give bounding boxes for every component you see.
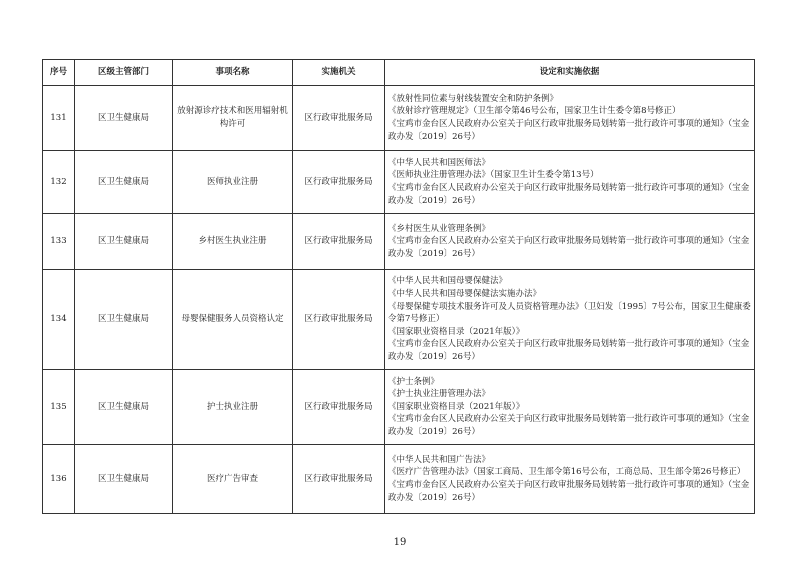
basis-line: 《宝鸡市金台区人民政府办公室关于向区行政审批服务局划转第一批行政许可事项的通知》（宝金政办发〔2019〕26号） (388, 414, 750, 437)
basis-line: 《宝鸡市金台区人民政府办公室关于向区行政审批服务局划转第一批行政许可事项的通知》（宝金政办发〔2019〕26号） (388, 183, 750, 206)
agency-cell: 区行政审批服务局 (293, 445, 385, 514)
basis-line: 《放射性同位素与射线装置安全和防护条例》 (388, 93, 559, 104)
serial-cell: 134 (43, 270, 75, 370)
serial-cell: 136 (43, 445, 75, 514)
basis-line: 《国家职业资格目录（2021年版）》 (388, 326, 525, 337)
table-row (43, 445, 755, 514)
basis-line: 《宝鸡市金台区人民政府办公室关于向区行政审批服务局划转第一批行政许可事项的通知》（宝金政办发〔2019〕26号） (388, 236, 750, 259)
serial-cell: 131 (43, 86, 75, 151)
basis-cell (385, 270, 755, 370)
basis-line: 《中华人民共和国医师法》 (388, 157, 491, 168)
serial-cell: 133 (43, 214, 75, 270)
header-basis: 设定和实施依据 (385, 60, 755, 86)
table-row (43, 214, 755, 270)
table-header (43, 60, 755, 86)
table-row (43, 270, 755, 370)
basis-line: 《母婴保健专项技术服务许可及人员资格管理办法》（卫妇发〔1995〕7号公布，国家卫生健康委令第7号修正） (388, 301, 751, 325)
agency-cell: 区行政审批服务局 (293, 214, 385, 270)
table-row (43, 151, 755, 214)
basis-cell (385, 86, 755, 151)
page-number: 19 (393, 537, 407, 548)
table-row (43, 86, 755, 151)
agency-cell: 区行政审批服务局 (293, 370, 385, 445)
department-cell: 区卫生健康局 (75, 270, 173, 370)
header-item-name: 事项名称 (173, 60, 293, 86)
item-name-cell: 放射源诊疗技术和医用辐射机构许可 (173, 86, 293, 151)
basis-line: 《宝鸡市金台区人民政府办公室关于向区行政审批服务局划转第一批行政许可事项的通知》（宝金政办发〔2019〕26号） (388, 480, 750, 503)
department-cell: 区卫生健康局 (75, 86, 173, 151)
basis-line: 《医师执业注册管理办法》（国家卫生计生委令第13号） (388, 170, 599, 181)
item-name-cell: 护士执业注册 (173, 370, 293, 445)
basis-cell (385, 214, 755, 270)
basis-line: 《中华人民共和国母婴保健法实施办法》 (388, 289, 542, 300)
basis-cell (385, 370, 755, 445)
agency-cell: 区行政审批服务局 (293, 270, 385, 370)
header-department: 区级主管部门 (75, 60, 173, 86)
basis-line: 《宝鸡市金台区人民政府办公室关于向区行政审批服务局划转第一批行政许可事项的通知》（宝金政办发〔2019〕26号） (388, 119, 750, 142)
basis-line: 《放射诊疗管理规定》（卫生部令第46号公布，国家卫生计生委令第8号修正） (388, 106, 681, 117)
agency-cell: 区行政审批服务局 (293, 86, 385, 151)
basis-line: 《宝鸡市金台区人民政府办公室关于向区行政审批服务局划转第一批行政许可事项的通知》（宝金政办发〔2019〕26号） (388, 339, 750, 362)
agency-cell: 区行政审批服务局 (293, 151, 385, 214)
basis-line: 《国家职业资格目录（2021年版）》 (388, 401, 525, 412)
basis-line: 《护士条例》 (388, 376, 440, 387)
department-cell: 区卫生健康局 (75, 151, 173, 214)
basis-line: 《中华人民共和国广告法》 (388, 454, 491, 465)
table-row (43, 370, 755, 445)
department-cell: 区卫生健康局 (75, 214, 173, 270)
serial-cell: 135 (43, 370, 75, 445)
basis-line: 《中华人民共和国母婴保健法》 (388, 276, 508, 287)
department-cell: 区卫生健康局 (75, 370, 173, 445)
department-cell: 区卫生健康局 (75, 445, 173, 514)
permit-table (42, 59, 755, 514)
basis-line: 《乡村医生从业管理条例》 (388, 223, 491, 234)
item-name-cell: 医师执业注册 (173, 151, 293, 214)
header-agency: 实施机关 (293, 60, 385, 86)
item-name-cell: 母婴保健服务人员资格认定 (173, 270, 293, 370)
basis-cell (385, 445, 755, 514)
serial-cell: 132 (43, 151, 75, 214)
header-serial: 序号 (43, 60, 75, 86)
basis-line: 《医疗广告管理办法》（国家工商局、卫生部令第16号公布，工商总局、卫生部令第26号修正） (388, 467, 746, 478)
basis-line: 《护士执业注册管理办法》 (388, 389, 491, 400)
item-name-cell: 乡村医生执业注册 (173, 214, 293, 270)
item-name-cell: 医疗广告审查 (173, 445, 293, 514)
basis-cell (385, 151, 755, 214)
